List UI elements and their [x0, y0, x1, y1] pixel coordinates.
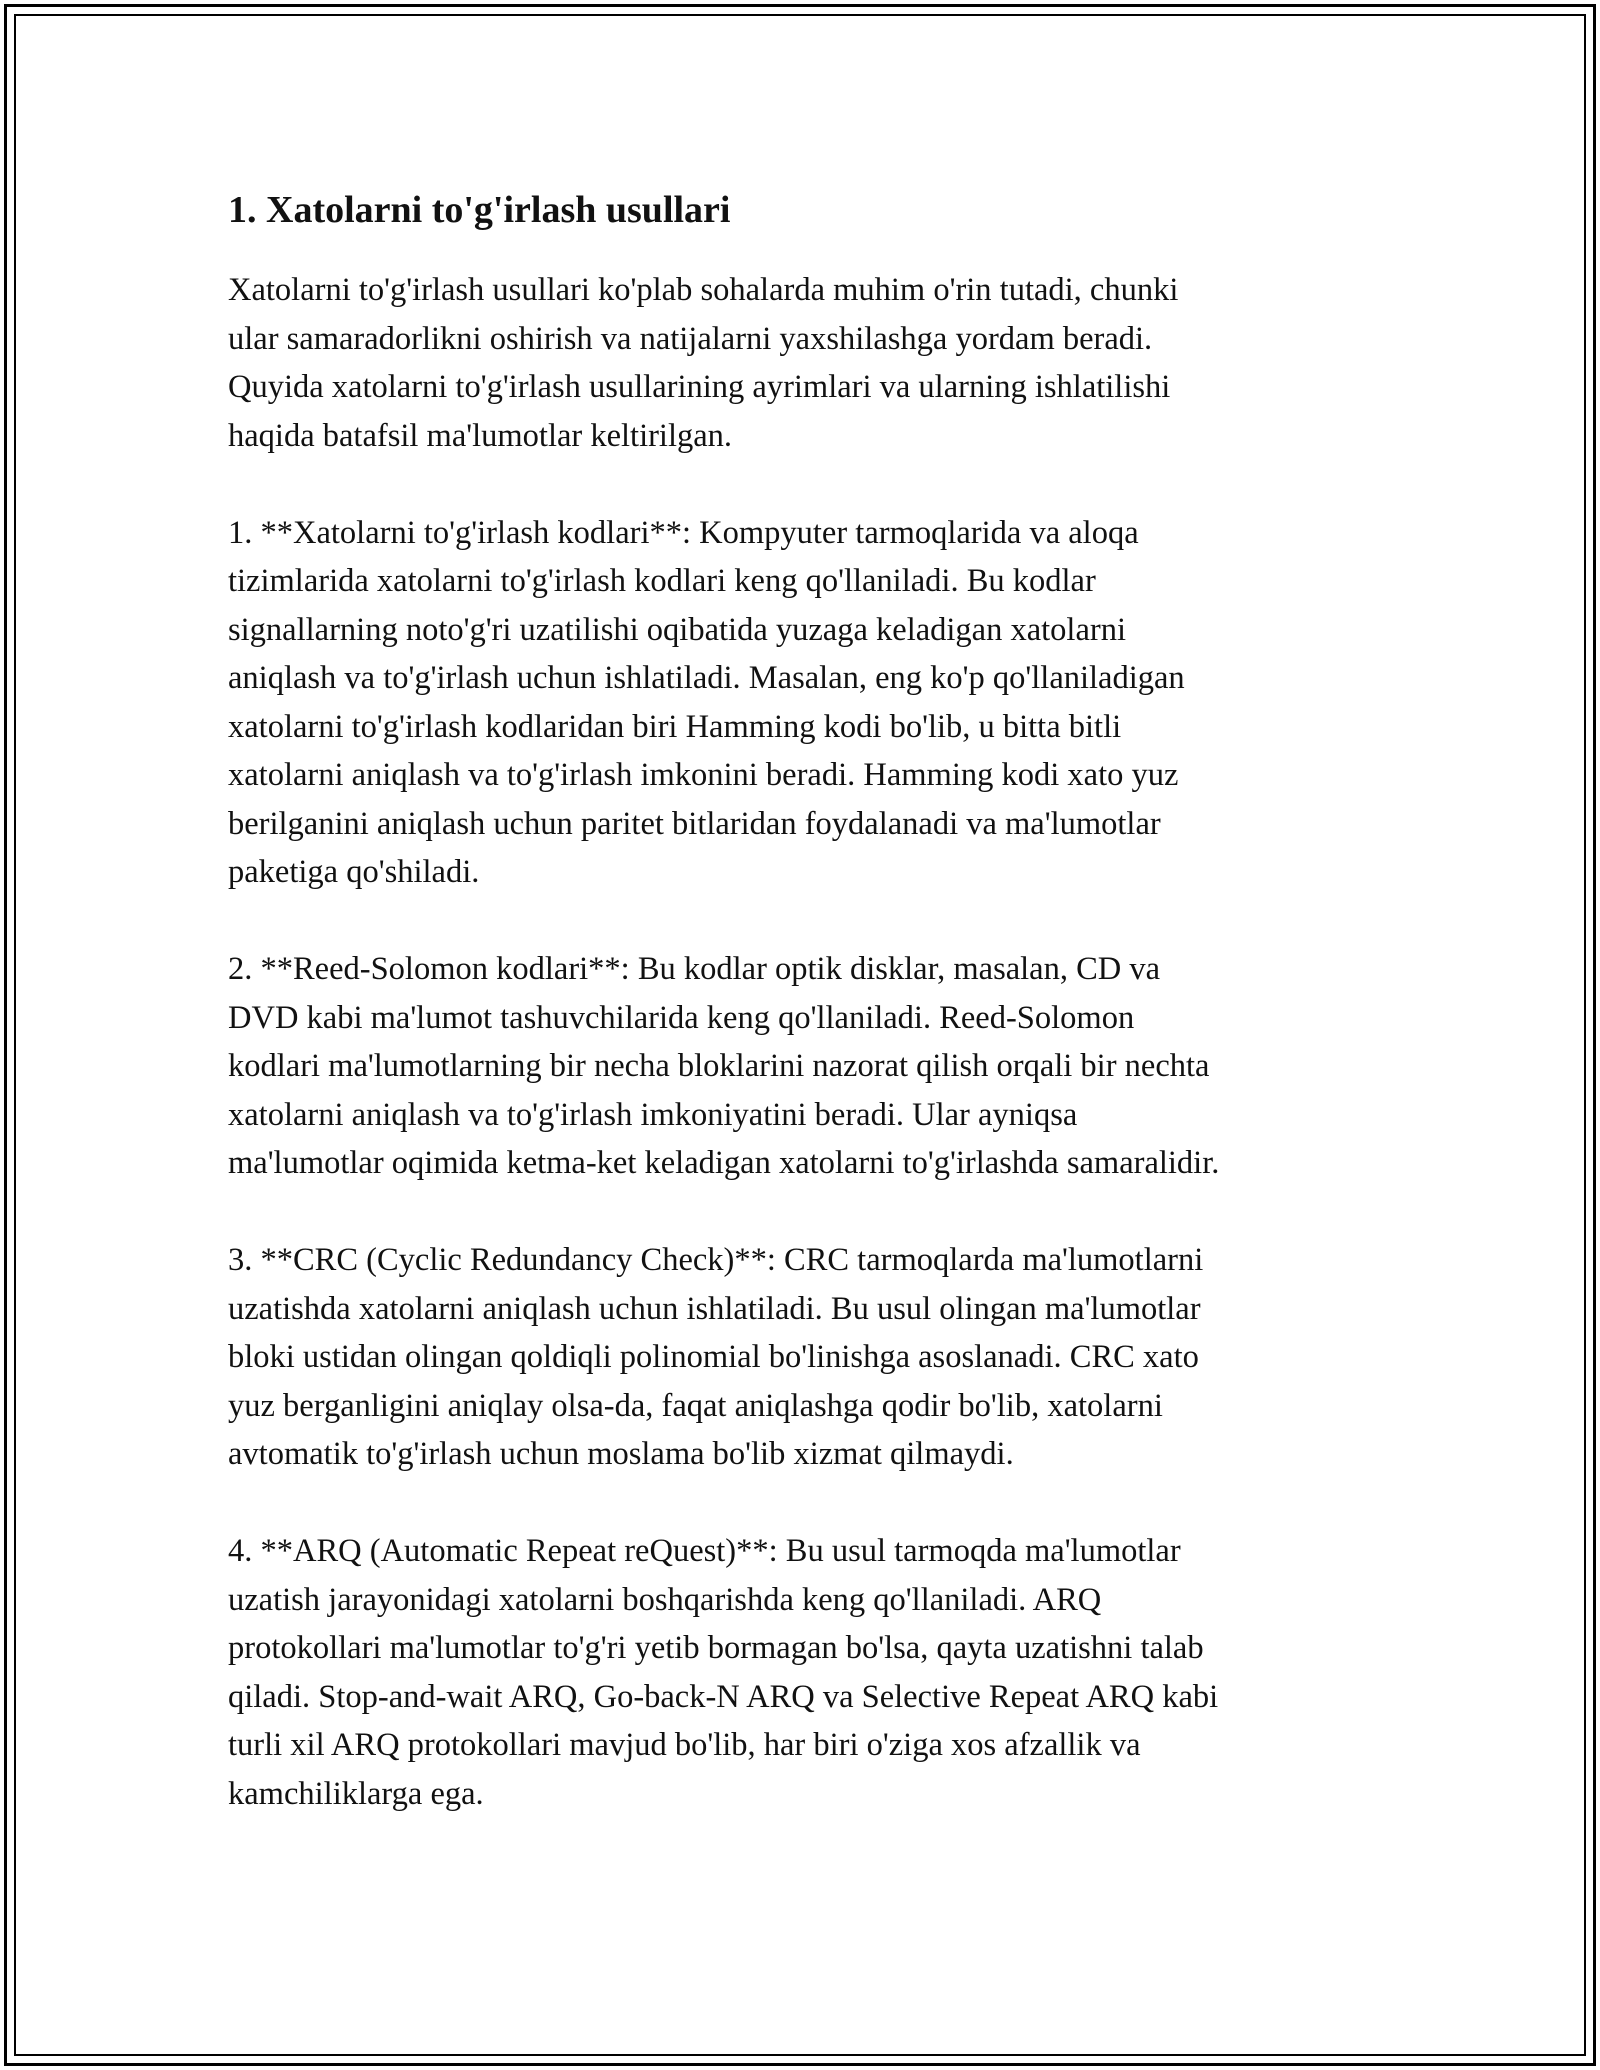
- text-line: Xatolarni to'g'irlash usullari ko'plab sohalarda muhim o'rin tutadi, chunki: [228, 272, 1179, 308]
- text-line: paketiga qo'shiladi.: [228, 854, 480, 890]
- text-line: kodlari ma'lumotlarning bir necha bloklarini nazorat qilish orqali bir nechta: [228, 1048, 1210, 1084]
- paragraph-item-2-reed-solomon: [228, 945, 1378, 1188]
- text-line: qiladi. Stop-and-wait ARQ, Go-back-N ARQ va Selective Repeat ARQ kabi: [228, 1678, 1219, 1715]
- text-line: 4. **ARQ (Automatic Repeat reQuest)**: Bu usul tarmoqda ma'lumotlar: [228, 1533, 1181, 1569]
- document-body: [228, 184, 1378, 1867]
- text-line: berilganini aniqlash uchun paritet bitlaridan foydalanadi va ma'lumotlar: [228, 805, 1161, 842]
- text-line: avtomatik to'g'irlash uchun moslama bo'lib xizmat qilmaydi.: [228, 1436, 1014, 1472]
- text-line: 1. **Xatolarni to'g'irlash kodlari**: Kompyuter tarmoqlarida va aloqa: [228, 514, 1139, 551]
- text-line: turli xil ARQ protokollari mavjud bo'lib, har biri o'ziga xos afzallik va: [228, 1727, 1141, 1763]
- text-line: tizimlarida xatolarni to'g'irlash kodlari keng qo'llaniladi. Bu kodlar: [228, 563, 1096, 599]
- text-line: 3. **CRC (Cyclic Redundancy Check)**: CRC tarmoqlarda ma'lumotlarni: [228, 1242, 1204, 1278]
- text-line: DVD kabi ma'lumot tashuvchilarida keng qo'llaniladi. Reed-Solomon: [228, 999, 1135, 1036]
- paragraph-intro: [228, 266, 1378, 460]
- text-line: yuz berganligini aniqlay olsa-da, faqat aniqlashga qodir bo'lib, xatolarni: [228, 1387, 1163, 1424]
- page-title: 1. Xatolarni to'g'irlash usullari: [228, 189, 731, 231]
- text-line: xatolarni to'g'irlash kodlaridan biri Hamming kodi bo'lib, u bitta bitli: [228, 708, 1122, 745]
- text-line: aniqlash va to'g'irlash uchun ishlatiladi. Masalan, eng ko'p qo'llaniladigan: [228, 660, 1185, 696]
- text-line: uzatishda xatolarni aniqlash uchun ishlatiladi. Bu usul olingan ma'lumotlar: [228, 1290, 1201, 1327]
- paragraph-item-1-error-correction-codes: [228, 509, 1378, 897]
- text-line: protokollari ma'lumotlar to'g'ri yetib bormagan bo'lsa, qayta uzatishni talab: [228, 1630, 1204, 1666]
- text-line: ma'lumotlar oqimida ketma-ket keladigan xatolarni to'g'irlashda samaralidir.: [228, 1145, 1220, 1181]
- text-line: xatolarni aniqlash va to'g'irlash imkonini beradi. Hamming kodi xato yuz: [228, 757, 1179, 793]
- text-line: Quyida xatolarni to'g'irlash usullarining ayrimlari va ularning ishlatilishi: [228, 369, 1171, 405]
- text-line: ular samaradorlikni oshirish va natijalarni yaxshilashga yordam beradi.: [228, 320, 1153, 357]
- text-line: kamchiliklarga ega.: [228, 1775, 484, 1812]
- text-line: xatolarni aniqlash va to'g'irlash imkoniyatini beradi. Ular ayniqsa: [228, 1096, 1078, 1133]
- paragraph-item-3-crc: [228, 1236, 1378, 1479]
- paragraph-item-4-arq: [228, 1527, 1378, 1818]
- text-line: signallarning noto'g'ri uzatilishi oqibatida yuzaga keladigan xatolarni: [228, 611, 1126, 648]
- text-line: haqida batafsil ma'lumotlar keltirilgan.: [228, 417, 733, 454]
- text-line: 2. **Reed-Solomon kodlari**: Bu kodlar optik disklar, masalan, CD va: [228, 951, 1161, 987]
- text-line: uzatish jarayonidagi xatolarni boshqarishda keng qo'llaniladi. ARQ: [228, 1581, 1102, 1618]
- text-line: bloki ustidan olingan qoldiqli polinomial bo'linishga asoslanadi. CRC xato: [228, 1339, 1199, 1375]
